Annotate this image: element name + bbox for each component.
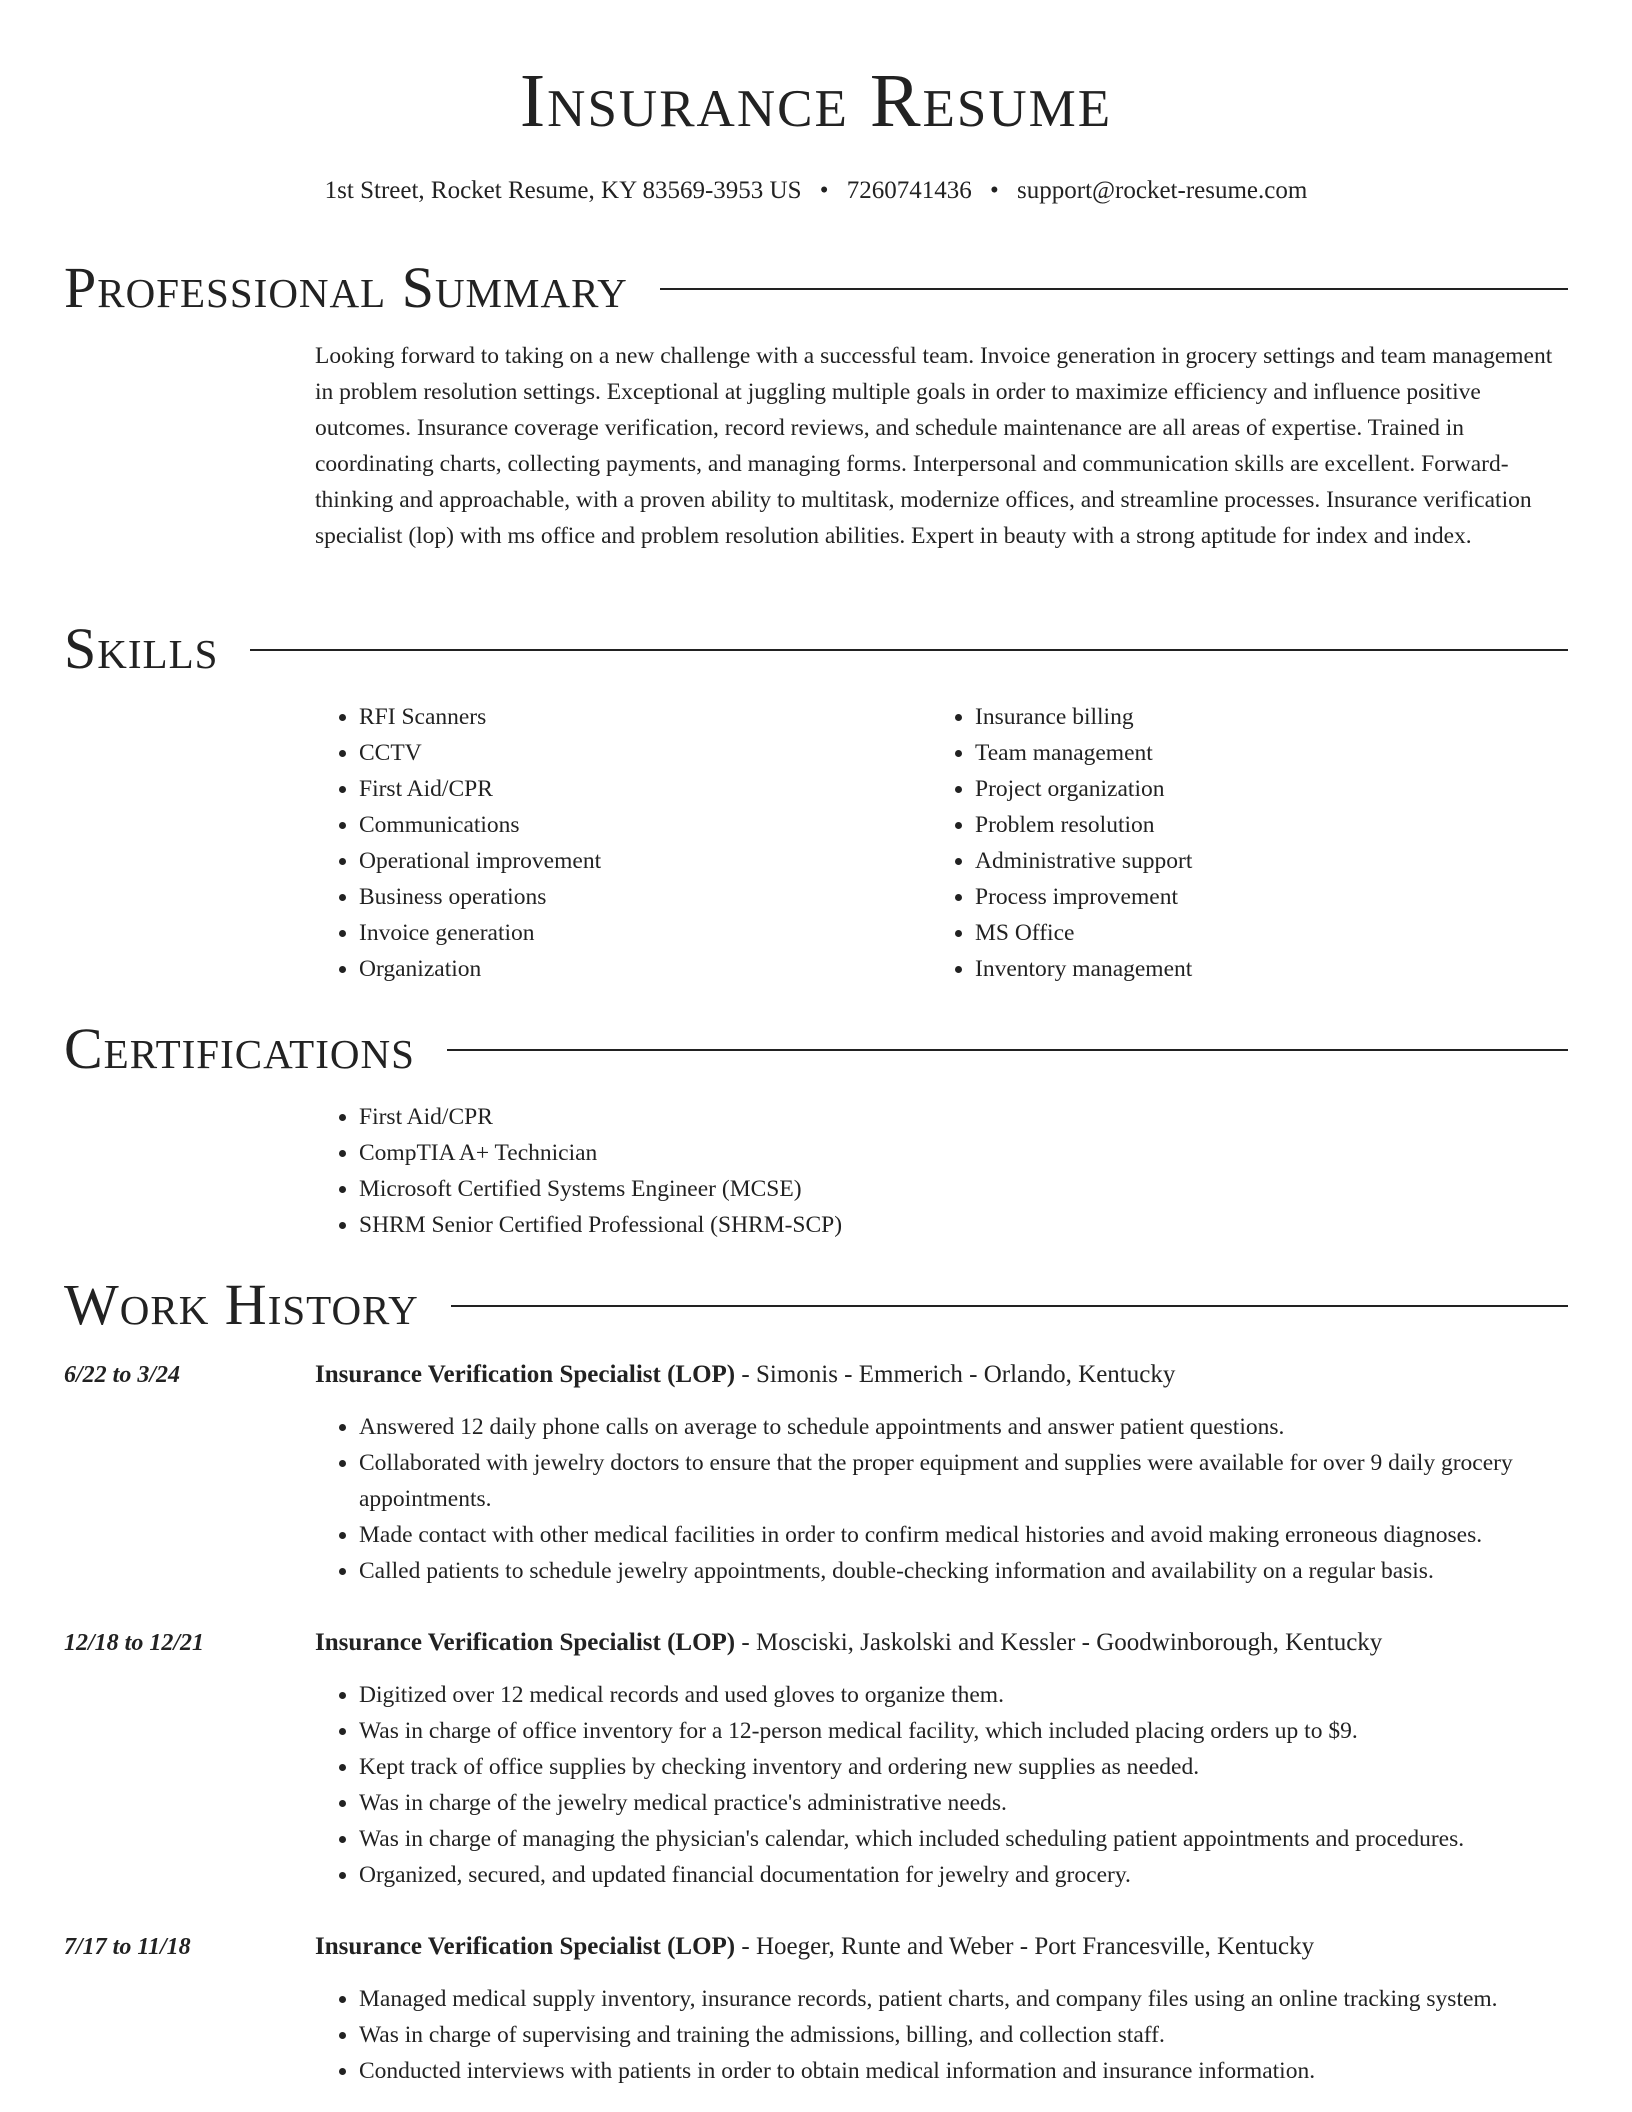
list-item: • Problem resolution [975,807,1491,843]
list-item: • Project organization [975,771,1491,807]
job-dates: 12/18 to 12/21 [64,1630,205,1656]
job-dates: 7/17 to 11/18 [64,1934,191,1960]
certifications-section-header [64,1014,1568,1084]
skills-list-left [315,699,875,987]
certifications-list [315,1099,842,1243]
contact-separator: • [819,177,829,204]
contact-email: support@rocket-resume.com [1017,177,1308,204]
certifications-heading: Certifications [64,1016,415,1081]
list-item: • Was in charge of managing the physician's calendar, which included scheduling patient appointments and procedures. [359,1821,1568,1857]
contact-phone: 7260741436 [846,177,972,204]
skills-section-header [64,614,1568,684]
job-duties [315,1409,1568,1589]
list-item: • SHRM Senior Certified Professional (SHRM-SCP) [359,1207,842,1243]
job-heading [315,1357,1568,1393]
list-item: • Called patients to schedule jewelry appointments, double-checking information and availability on a regular basis. [359,1553,1568,1589]
list-item: • Managed medical supply inventory, insurance records, patient charts, and company files using an online tracking system. [359,1981,1568,2017]
work-heading: Work History [64,1272,419,1337]
list-item: • Invoice generation [359,915,875,951]
resume-title: Insurance Resume [519,59,1113,143]
section-divider [660,288,1568,290]
job-duties [315,1981,1568,2089]
skills-column-right [931,699,1491,987]
job-company: - Mosciski, Jaskolski and Kessler - Goodwinborough, Kentucky [735,1629,1383,1656]
summary-heading: Professional Summary [64,255,628,320]
skills-column-left [315,699,875,987]
job-heading [315,1625,1568,1661]
list-item: • Communications [359,807,875,843]
list-item: • First Aid/CPR [359,771,875,807]
summary-text: Looking forward to taking on a new challenge with a successful team. Invoice generation in grocery settings and team management in problem resolution settings. Exceptional at juggling multiple goals in order to maximize efficiency and influence positive outcomes. Insurance coverage verification, record reviews, and schedule maintenance are all areas of expertise. Trained in coordinating charts, collecting payments, and managing forms. Interpersonal and communication skills are excellent. Forward-thinking and approachable, with a proven ability to multitask, modernize offices, and streamline processes. Insurance verification specialist (lop) with ms office and problem resolution abilities. Expert in beauty with a strong aptitude for index and index. [315,343,1553,549]
job-duties-list [315,1677,1568,1893]
list-item: • Process improvement [975,879,1491,915]
list-item: • Answered 12 daily phone calls on average to schedule appointments and answer patient questions. [359,1409,1568,1445]
certifications-block [315,1099,842,1243]
job-role: Insurance Verification Specialist (LOP) [315,1933,736,1960]
contact-separator: • [990,177,999,204]
section-divider [451,1305,1568,1307]
skills-heading: Skills [64,616,219,681]
list-item: • Team management [975,735,1491,771]
list-item: • Digitized over 12 medical records and used gloves to organize them. [359,1677,1568,1713]
list-item: • Conducted interviews with patients in order to obtain medical information and insurance information. [359,2053,1568,2089]
job-dates: 6/22 to 3/24 [64,1362,181,1388]
list-item: • Made contact with other medical facilities in order to confirm medical histories and avoid making erroneous diagnoses. [359,1517,1568,1553]
section-divider [447,1049,1568,1051]
list-item: • Was in charge of the jewelry medical practice's administrative needs. [359,1785,1568,1821]
list-item: • Inventory management [975,951,1491,987]
list-item: • Insurance billing [975,699,1491,735]
job-company: - Simonis - Emmerich - Orlando, Kentucky [735,1361,1176,1388]
list-item: • Was in charge of supervising and training the admissions, billing, and collection staff. [359,2017,1568,2053]
job-duties-list [315,1981,1568,2089]
list-item: • CompTIA A+ Technician [359,1135,842,1171]
list-item: • Was in charge of office inventory for a 12-person medical facility, which included placing orders up to $9. [359,1713,1568,1749]
list-item: • Organization [359,951,875,987]
work-section-header [64,1270,1568,1340]
job-duties-list [315,1409,1568,1589]
list-item: • Operational improvement [359,843,875,879]
list-item: • Collaborated with jewelry doctors to ensure that the proper equipment and supplies were available for over 9 daily grocery appointments. [359,1445,1568,1517]
job-duties [315,1677,1568,1893]
job-role: Insurance Verification Specialist (LOP) [315,1361,736,1388]
list-item: • CCTV [359,735,875,771]
list-item: • MS Office [975,915,1491,951]
list-item: • Kept track of office supplies by checking inventory and ordering new supplies as needed. [359,1749,1568,1785]
job-heading [315,1929,1568,1965]
contact-address: 1st Street, Rocket Resume, KY 83569-3953 US [324,177,802,204]
summary-section-header [64,253,1568,323]
list-item: • First Aid/CPR [359,1099,842,1135]
list-item: • RFI Scanners [359,699,875,735]
list-item: • Administrative support [975,843,1491,879]
job-company: - Hoeger, Runte and Weber - Port Francesville, Kentucky [735,1933,1315,1960]
skills-list-right [931,699,1491,987]
job-role: Insurance Verification Specialist (LOP) [315,1629,736,1656]
list-item: • Microsoft Certified Systems Engineer (MCSE) [359,1171,842,1207]
section-divider [250,649,1568,651]
list-item: • Organized, secured, and updated financial documentation for jewelry and grocery. [359,1857,1568,1893]
contact-line [0,174,1632,208]
list-item: • Business operations [359,879,875,915]
